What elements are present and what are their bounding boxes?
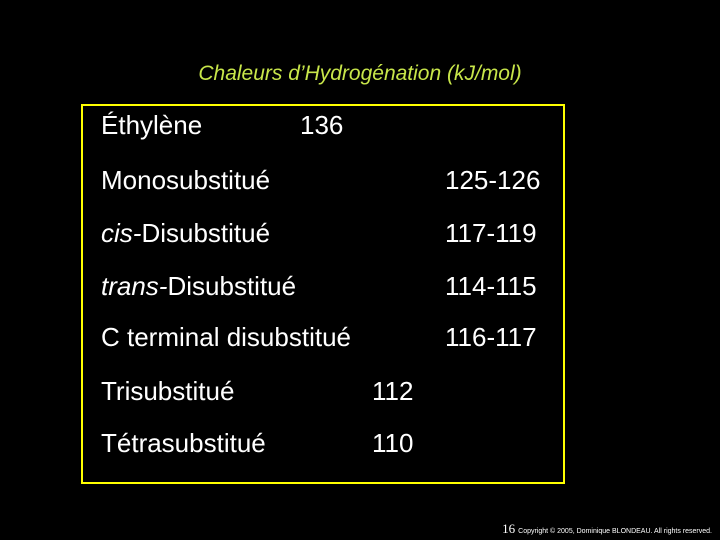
- row-value-trans-disubstitue: 114-115: [445, 271, 537, 301]
- row-value-trisubstitue: 112: [372, 376, 414, 406]
- row-label-cis-disubstitue: cis-Disubstitué: [101, 218, 271, 248]
- row-label-trans-disubstitue: trans-Disubstitué: [101, 271, 297, 301]
- row-value-tetrasubstitue: 110: [372, 428, 414, 458]
- row-label-monosubstitue: Monosubstitué: [101, 165, 271, 195]
- row-label-ethylene: Éthylène: [101, 110, 203, 140]
- slide-title: Chaleurs d’Hydrogénation (kJ/mol): [198, 62, 522, 85]
- row-label-c-terminal: C terminal disubstitué: [101, 322, 351, 352]
- row-value-ethylene: 136: [300, 110, 344, 140]
- row-label-trisubstitue: Trisubstitué: [101, 376, 235, 406]
- row-label-tetrasubstitue: Tétrasubstitué: [101, 428, 266, 458]
- page-number: 16: [502, 521, 516, 536]
- copyright-text: Copyright © 2005, Dominique BLONDEAU. All rights reserved.: [518, 528, 712, 535]
- row-value-c-terminal: 116-117: [445, 322, 537, 352]
- row-prefix-cis: cis-: [101, 218, 142, 248]
- slide-footer: [502, 521, 712, 537]
- row-prefix-trans: trans-: [101, 271, 168, 301]
- row-value-cis-disubstitue: 117-119: [445, 218, 537, 248]
- row-value-monosubstitue: 125-126: [445, 165, 541, 195]
